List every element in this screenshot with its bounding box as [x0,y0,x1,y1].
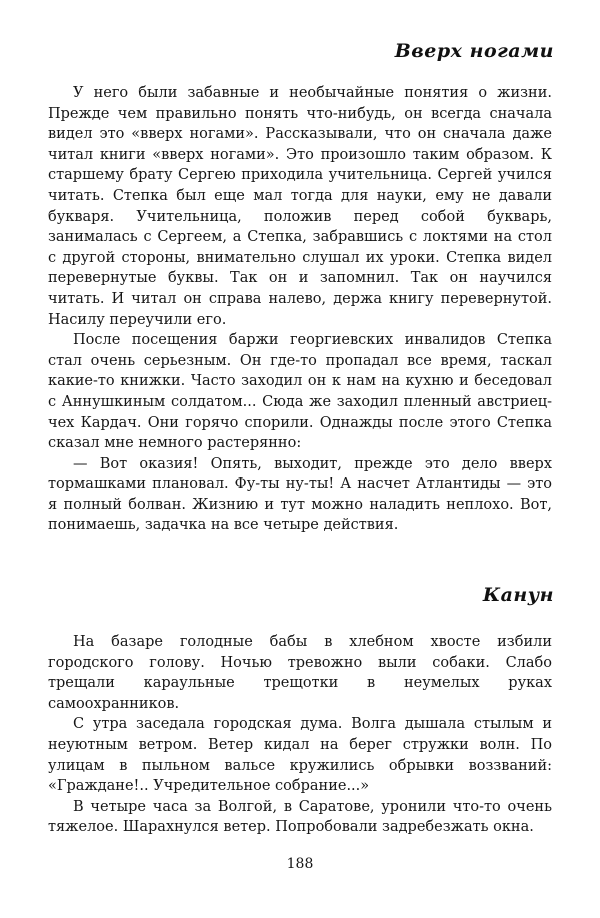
section-body-upside-down [48,83,552,536]
paragraph: В четыре часа за Волгой, в Саратове, уронили что-то очень тяжелое. Шарахнулся ветер. Попробовали задребезжать окна. [48,798,552,836]
paragraph: — Вот оказия! Опять, выходит, прежде это дело вверх тормашками плановал. Фу-ты ну-ты! А насчет Атлантиды — это я полный болван. Жизнию и тут можно наладить неплохо. Вот, понимаешь, задачка на все четыре действия. [48,455,552,534]
section-heading-eve: Канун [482,584,554,606]
section-heading-upside-down: Вверх ногами [394,40,554,62]
paragraph: На базаре голодные бабы в хлебном хвосте избили городского голову. Ночью тревожно выли собаки. Слабо трещали караульные трещотки в неумелых руках самоохранников. [48,634,552,712]
paragraph: С утра заседала городская дума. Волга дышала стылым и неуютным ветром. Ветер кидал на берег стружки волн. По улицам в пыльном вальсе кружились обрывки воззваний: «Граждане!.. Учредительное собрание...» [48,716,552,795]
page-number: 188 [286,856,314,872]
paragraph: У него были забавные и необычайные понятия о жизни. Прежде чем правильно понять что-нибудь, он всегда сначала видел это «вверх ногами». Рассказывали, что он сначала даже читал книги «вверх ногами». Это произошло таким образом. К старшему брату Сергею приходила учительница. Сергей учился читать. Степка был еще мал тогда для науки, ему не давали букваря. Учительница, положив перед собой букварь, занималась с Сергеем, а Степка, забравшись с локтями на стол с другой стороны, внимательно слушал их уроки. Степка видел перевернутые буквы. Так он и запомнил. Так он научился читать. И читал он справа налево, держа книгу перевернутой. Насилу переучили его. [48,85,552,328]
paragraph: После посещения баржи георгиевских инвалидов Степка стал очень серьезным. Он где-то пропадал все время, таскал какие-то книжки. Часто заходил он к нам на кухню и беседовал с Аннушкиным солдатом... Сюда же заходил пленный австриец-чех Кардач. Они горячо спорили. Однажды после этого Степка сказал мне немного растерянно: [48,332,552,452]
section-body-eve [48,632,552,838]
